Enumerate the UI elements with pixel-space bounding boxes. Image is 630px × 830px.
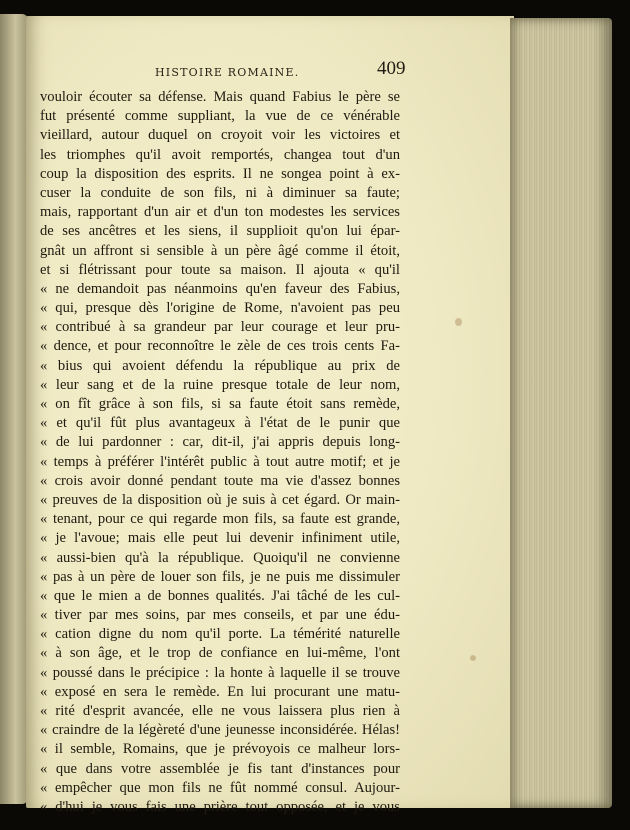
body-text [40,88,400,817]
text-line: « que le mien a de bonnes qualités. J'ai tâché de les cul- [40,587,400,604]
text-line: « crois avoir donné pendant toute ma vie d'assez bonnes [40,472,400,489]
text-line: vouloir écouter sa défense. Mais quand Fabius le père se [40,89,400,105]
text-line: « je l'avoue; mais elle peut lui devenir infiniment utile, [40,530,400,547]
text-line: « leur sang et de la ruine presque totale de leur nom, [40,376,400,393]
text-line: « craindre de la légèreté d'une jeunesse inconsidérée. Hélas! [40,722,400,739]
text-line: « poussé dans le précipice : la honte à laquelle il se trouve [40,664,400,681]
text-line: mais, rapportant d'un air et d'un ton modestes les services [40,204,400,221]
foxing-spot [455,318,462,326]
text-line: « on fît grâce à son fils, si sa faute étoit sans remède, [40,396,400,412]
text-line: fut présenté comme suppliant, la vue de ce vénérable [40,108,400,125]
page-header [40,58,406,88]
page-number: 409 [377,58,406,79]
text-line: vieillard, autour duquel on croyoit voir les victoires et [40,127,400,144]
text-line: les triomphes qu'il avoit remportés, changea tout d'un [40,146,400,163]
text-line: « temps à préférer l'intérêt public à tout autre motif; et je [40,453,400,470]
text-line: « tiver par mes soins, par mes conseils, et par une édu- [40,607,400,624]
facing-page-edge [0,14,28,804]
text-line: « tenant, pour ce qui regarde mon fils, sa faute est grande, [40,511,400,528]
text-line: cuser la conduite de son fils, ni à diminuer sa faute; [40,184,400,201]
text-line: « dence, et pour reconnoître le zèle de ces trois cents Fa- [40,338,400,355]
text-line: « d'hui je vous fais une prière tout opposée, et je vous [40,798,400,815]
foxing-spot [470,655,476,661]
text-line: « cation digne du nom qu'il porte. La témérité naturelle [40,626,400,643]
text-line: coup la disposition des esprits. Il ne songea point à ex- [40,165,400,182]
text-line: « exposé en sera le remède. En lui procurant une matu- [40,683,400,700]
text-line: de ses ancêtres et les siens, il supplioit qu'on lui épar- [40,223,400,240]
text-line: « rité d'esprit avancée, elle ne vous laissera plus rien à [40,703,400,719]
text-line: « à son âge, et le trop de confiance en lui-même, l'ont [40,645,400,662]
running-title: HISTOIRE ROMAINE. [155,66,300,79]
text-line: « bius qui avoient défendu la république au prix de [40,357,400,374]
text-line: « preuves de la disposition où je suis à cet égard. Or main- [40,491,400,508]
text-line: « ne demandoit pas néanmoins qu'en faveur des Fabius, [40,280,400,297]
text-line: gnât un affront si sensible à un père âgé comme il étoit, [40,242,400,259]
text-line: « qui, presque dès l'origine de Rome, n'avoient pas peu [40,300,400,317]
text-line: « aussi-bien qu'à la république. Quoiqu'il ne convienne [40,549,400,566]
text-line: « de lui pardonner : car, dit-il, j'ai appris depuis long- [40,434,400,451]
page-edges [510,18,612,808]
text-line: « empêcher que mon fils ne fût nommé consul. Aujour- [40,779,400,796]
text-line: et si flétrissant pour toute sa maison. Il ajouta « qu'il [40,261,400,278]
text-line: « pas à un père de louer son fils, je ne puis me dissimuler [40,568,400,585]
text-line: « il semble, Romains, que je prévoyois ce malheur lors- [40,741,400,758]
text-line: « contribué à sa grandeur par leur courage et leur pru- [40,319,400,336]
text-line: « que dans votre assemblée je fis tant d'instances pour [40,760,400,777]
text-line: « et qu'il fût plus avantageux à l'état de le punir que [40,415,400,432]
